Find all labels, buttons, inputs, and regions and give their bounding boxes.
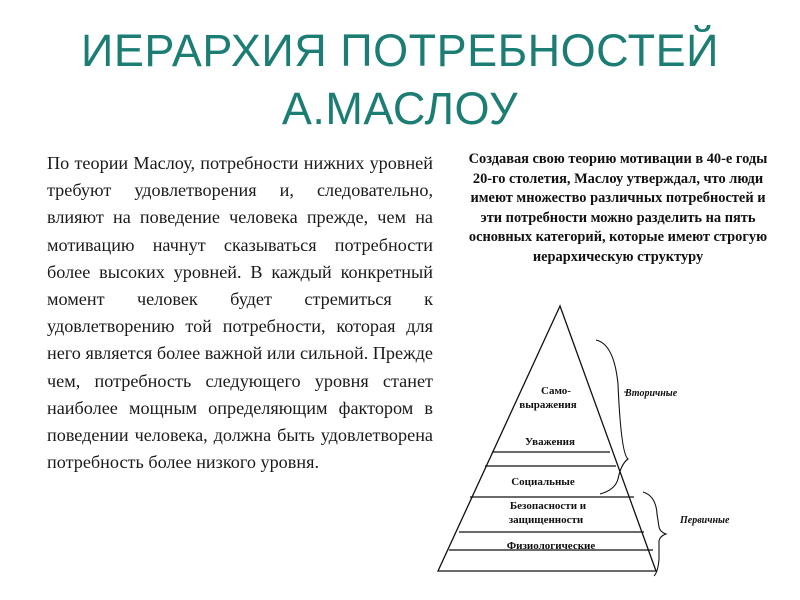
page-title (0, 22, 800, 138)
level-label-safety: защищенности (508, 514, 584, 526)
maslow-pyramid-diagram (428, 304, 788, 584)
level-label-social: Социальные (511, 476, 575, 488)
level-label-safety: Безопасности и (509, 500, 587, 512)
body-paragraph: По теории Маслоу, потребности нижних уровней требуют удовлетворения и, следовательно, влияют на поведение человека прежде, чем на мотивацию начнут сказываться потребности более высоких уровней. В каждый конкретный момент человек будет стремиться к удовлетворению той потребности, которая для него является более важной или сильной. Прежде чем, потребность следующего уровня станет наиболее мощным определяющим фактором в поведении человека, должна быть удовлетворена потребность более низкого уровня. (47, 153, 433, 473)
level-label-physiological: Физиологические (506, 540, 596, 552)
title-line-2: А.МАСЛОУ (281, 83, 519, 134)
primary-group-label: Первичные (680, 515, 730, 526)
title-line-1: ИЕРАРХИЯ ПОТРЕБНОСТЕЙ (81, 25, 719, 76)
level-label-esteem: Уважения (525, 436, 575, 448)
level-label-self-expression: выражения (519, 399, 577, 411)
level-label-self-expression: Само- (541, 385, 571, 397)
primary-bracket (643, 492, 666, 576)
secondary-group-label: Вторичные (625, 388, 678, 399)
diagram-caption: Создавая свою теорию мотивации в 40-е годы 20-го столетия, Маслоу утверждал, что люди имеют множество различных потребностей и эти потребности можно разделить на пять основных категорий, которые имеют строгую иерархическую структуру (468, 151, 768, 265)
